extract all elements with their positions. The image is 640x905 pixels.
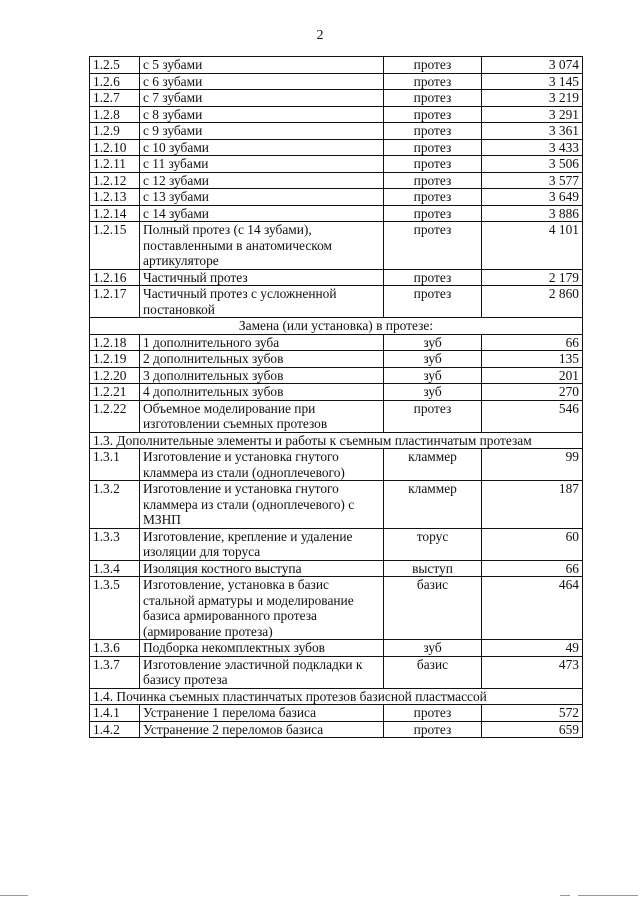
item-price: 3 433 [482, 139, 583, 156]
item-code: 1.2.16 [90, 269, 140, 286]
item-code: 1.2.17 [90, 286, 140, 318]
item-unit: протез [384, 400, 482, 432]
table-row [90, 123, 583, 140]
item-name: с 13 зубами [140, 189, 384, 206]
item-unit: протез [384, 57, 482, 74]
item-code: 1.2.12 [90, 172, 140, 189]
table-row [90, 73, 583, 90]
item-name: с 5 зубами [140, 57, 384, 74]
item-price: 3 145 [482, 73, 583, 90]
item-name: Изготовление, установка в базис стальной арматуры и моделирование базиса армированного протеза (армирование протеза) [140, 577, 384, 640]
item-code: 1.2.6 [90, 73, 140, 90]
item-name: Полный протез (с 14 зубами), поставленными в анатомическом артикуляторе [140, 222, 384, 270]
item-price: 473 [482, 656, 583, 688]
table-row [90, 90, 583, 107]
item-unit: протез [384, 139, 482, 156]
table-row [90, 222, 583, 270]
item-name: с 8 зубами [140, 106, 384, 123]
subheader-row [90, 318, 583, 335]
item-name: с 9 зубами [140, 123, 384, 140]
item-name: с 10 зубами [140, 139, 384, 156]
item-name: Устранение 1 перелома базиса [140, 705, 384, 722]
item-code: 1.2.20 [90, 367, 140, 384]
item-price: 2 179 [482, 269, 583, 286]
table-row [90, 334, 583, 351]
item-price: 572 [482, 705, 583, 722]
item-code: 1.3.3 [90, 528, 140, 560]
item-price: 4 101 [482, 222, 583, 270]
table-row [90, 481, 583, 529]
table-row [90, 205, 583, 222]
item-unit: протез [384, 269, 482, 286]
table-row [90, 560, 583, 577]
table-row [90, 367, 583, 384]
table-row [90, 286, 583, 318]
item-name: Объемное моделирование при изготовлении съемных протезов [140, 400, 384, 432]
item-code: 1.2.18 [90, 334, 140, 351]
item-name: Изготовление и установка гнутого кламмера из стали (одноплечевого) с МЗНП [140, 481, 384, 529]
item-name: с 12 зубами [140, 172, 384, 189]
item-name: 1 дополнительного зуба [140, 334, 384, 351]
table-row [90, 189, 583, 206]
table-row [90, 400, 583, 432]
item-unit: торус [384, 528, 482, 560]
item-code: 1.2.9 [90, 123, 140, 140]
section-title: 1.4. Починка съемных пластинчатых протезов базисной пластмассой [90, 688, 583, 705]
item-name: с 11 зубами [140, 156, 384, 173]
item-name: с 6 зубами [140, 73, 384, 90]
item-code: 1.2.8 [90, 106, 140, 123]
item-name: Подборка некомплектных зубов [140, 640, 384, 657]
item-name: с 14 зубами [140, 205, 384, 222]
item-price: 3 577 [482, 172, 583, 189]
item-unit: протез [384, 172, 482, 189]
item-code: 1.3.5 [90, 577, 140, 640]
item-unit: протез [384, 189, 482, 206]
item-code: 1.4.1 [90, 705, 140, 722]
item-code: 1.2.14 [90, 205, 140, 222]
item-code: 1.2.5 [90, 57, 140, 74]
item-price: 135 [482, 351, 583, 368]
item-price: 201 [482, 367, 583, 384]
table-row [90, 577, 583, 640]
table-row [90, 528, 583, 560]
scan-edge-marks [0, 895, 640, 899]
table-row [90, 351, 583, 368]
item-unit: кламмер [384, 449, 482, 481]
item-price: 60 [482, 528, 583, 560]
item-price: 99 [482, 449, 583, 481]
item-price: 3 074 [482, 57, 583, 74]
item-code: 1.3.6 [90, 640, 140, 657]
price-list-table [89, 56, 583, 738]
table-row [90, 449, 583, 481]
item-name: 2 дополнительных зубов [140, 351, 384, 368]
item-name: 3 дополнительных зубов [140, 367, 384, 384]
item-price: 3 649 [482, 189, 583, 206]
item-name: Изготовление и установка гнутого кламмера из стали (одноплечевого) [140, 449, 384, 481]
table-row [90, 57, 583, 74]
item-price: 49 [482, 640, 583, 657]
item-price: 187 [482, 481, 583, 529]
item-code: 1.2.21 [90, 384, 140, 401]
item-unit: зуб [384, 384, 482, 401]
item-price: 3 506 [482, 156, 583, 173]
item-unit: протез [384, 286, 482, 318]
item-name: Частичный протез [140, 269, 384, 286]
section-header-row [90, 688, 583, 705]
item-price: 66 [482, 560, 583, 577]
table-row [90, 106, 583, 123]
item-unit: протез [384, 721, 482, 738]
table-row [90, 656, 583, 688]
item-code: 1.2.19 [90, 351, 140, 368]
item-code: 1.4.2 [90, 721, 140, 738]
item-unit: зуб [384, 640, 482, 657]
item-price: 3 219 [482, 90, 583, 107]
item-name: 4 дополнительных зубов [140, 384, 384, 401]
item-name: Изготовление, крепление и удаление изоляции для торуса [140, 528, 384, 560]
item-unit: протез [384, 705, 482, 722]
item-price: 464 [482, 577, 583, 640]
subheader-text: Замена (или установка) в протезе: [90, 318, 583, 335]
item-price: 66 [482, 334, 583, 351]
item-unit: базис [384, 577, 482, 640]
item-unit: зуб [384, 334, 482, 351]
table-row [90, 640, 583, 657]
page-number: 2 [316, 28, 324, 43]
item-code: 1.3.2 [90, 481, 140, 529]
item-unit: выступ [384, 560, 482, 577]
item-price: 3 291 [482, 106, 583, 123]
item-code: 1.3.1 [90, 449, 140, 481]
item-unit: протез [384, 123, 482, 140]
item-unit: протез [384, 106, 482, 123]
item-name: Изоляция костного выступа [140, 560, 384, 577]
table-row [90, 269, 583, 286]
item-name: Частичный протез с усложненной постановкой [140, 286, 384, 318]
item-code: 1.2.15 [90, 222, 140, 270]
table-row [90, 139, 583, 156]
item-price: 3 361 [482, 123, 583, 140]
table-row [90, 156, 583, 173]
table-row [90, 172, 583, 189]
item-name: Устранение 2 переломов базиса [140, 721, 384, 738]
item-unit: кламмер [384, 481, 482, 529]
item-code: 1.2.10 [90, 139, 140, 156]
item-price: 546 [482, 400, 583, 432]
table-row [90, 384, 583, 401]
item-code: 1.2.22 [90, 400, 140, 432]
item-unit: зуб [384, 367, 482, 384]
table-row [90, 721, 583, 738]
item-code: 1.3.7 [90, 656, 140, 688]
section-title: 1.3. Дополнительные элементы и работы к съемным пластинчатым протезам [90, 432, 583, 449]
item-unit: базис [384, 656, 482, 688]
item-unit: зуб [384, 351, 482, 368]
item-price: 270 [482, 384, 583, 401]
item-code: 1.2.7 [90, 90, 140, 107]
price-list-body [90, 57, 583, 738]
item-price: 659 [482, 721, 583, 738]
item-price: 2 860 [482, 286, 583, 318]
item-unit: протез [384, 90, 482, 107]
item-code: 1.2.13 [90, 189, 140, 206]
section-header-row [90, 432, 583, 449]
item-unit: протез [384, 205, 482, 222]
item-name: Изготовление эластичной подкладки к базису протеза [140, 656, 384, 688]
table-row [90, 705, 583, 722]
item-code: 1.2.11 [90, 156, 140, 173]
item-code: 1.3.4 [90, 560, 140, 577]
item-name: с 7 зубами [140, 90, 384, 107]
item-unit: протез [384, 156, 482, 173]
item-price: 3 886 [482, 205, 583, 222]
item-unit: протез [384, 222, 482, 270]
item-unit: протез [384, 73, 482, 90]
